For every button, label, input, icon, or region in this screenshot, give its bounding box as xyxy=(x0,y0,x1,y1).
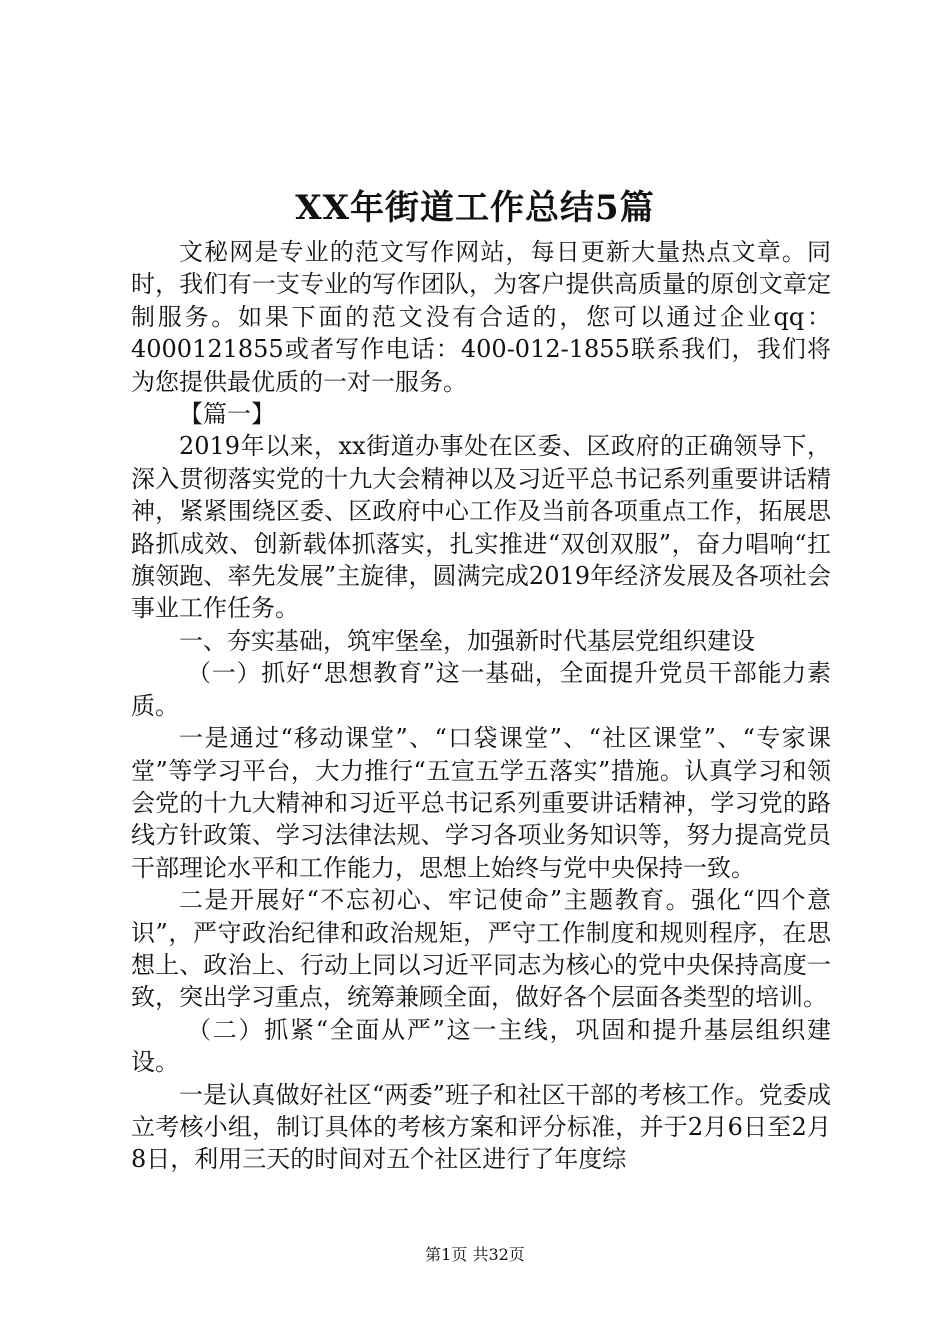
document-title: XX年街道工作总结5篇 xyxy=(295,188,655,228)
intro-paragraph: 文秘网是专业的范文写作网站，每日更新大量热点文章。同时，我们有一支专业的写作团队，为客户提供高质量的原创文章定制服务。如果下面的范文没有合适的，您可以通过企业qq：4000121855或者写作电话：400-012-1855联系我们，我们将为您提供最优质的一对一服务。 xyxy=(131,238,831,396)
subsection-heading: （二）抓紧“全面从严”这一主线，巩固和提升基层组织建设。 xyxy=(131,1015,831,1077)
page-number: 第1页 共32页 xyxy=(425,1245,525,1264)
body-paragraph: 一是认真做好社区“两委”班子和社区干部的考核工作。党委成立考核小组，制订具体的考核方案和评分标准，并于2月6日至2月8日，利用三天的时间对五个社区进行了年度综 xyxy=(131,1080,831,1174)
body-paragraph: 2019年以来，xx街道办事处在区委、区政府的正确领导下，深入贯彻落实党的十九大会精神以及习近平总书记系列重要讲话精神，紧紧围绕区委、区政府中心工作及当前各项重点工作，拓展思路抓成效、创新载体抓落实，扎实推进“双创双服”，奋力唱响“扛旗领跑、率先发展”主旋律，圆满完成2019年经济发展及各项社会事业工作任务。 xyxy=(131,432,831,623)
subsection-heading: （一）抓好“思想教育”这一基础，全面提升党员干部能力素质。 xyxy=(131,659,831,720)
body-paragraph: 一是通过“移动课堂”、“口袋课堂”、“社区课堂”、“专家课堂”等学习平台，大力推行“五宣五学五落实”措施。认真学习和领会党的十九大精神和习近平总书记系列重要讲话精神，学习党的路线方针政策、学习法律法规、学习各项业务知识等，努力提高党员干部理论水平和工作能力，思想上始终与党中央保持一致。 xyxy=(131,724,831,882)
section-heading: 一、夯实基础，筑牢堡垒，加强新时代基层党组织建设 xyxy=(179,626,755,655)
body-paragraph: 二是开展好“不忘初心、牢记使命”主题教育。强化“四个意识”，严守政治纪律和政治规矩，严守工作制度和规则程序，在思想上、政治上、行动上同以习近平同志为核心的党中央保持高度一致，突出学习重点，统筹兼顾全面，做好各个层面各类型的培训。 xyxy=(131,886,831,1012)
section-label: 【篇一】 xyxy=(179,400,275,429)
document-body xyxy=(131,236,831,1176)
